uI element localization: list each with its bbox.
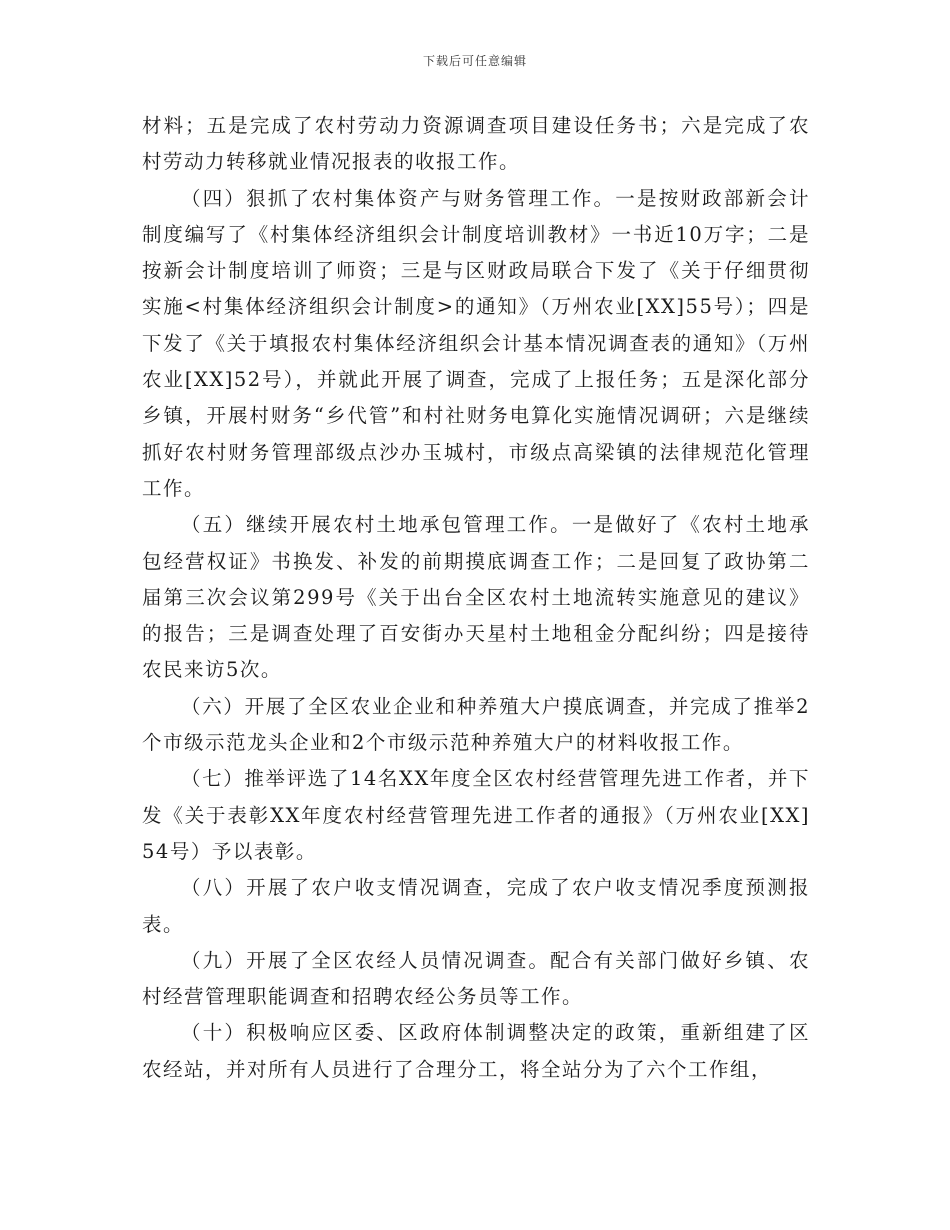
paragraph-section-7: （七）推举评选了14名XX年度全区农村经营管理先进工作者，并下发《关于表彰XX年度农村经营管理先进工作者的通报》（万州农业[XX]54号）予以表彰。 <box>142 767 810 863</box>
paragraph-section-4: （四）狠抓了农村集体资产与财务管理工作。一是按财政部新会计制度编写了《村集体经济组织会计制度培训教材》一书近10万字；二是按新会计制度培训了师资；三是与区财政局联合下发了《关于仔细贯彻实施<村集体经济组织会计制度>的通知》（万州农业[XX]55号）；四是下发了《关于填报农村集体经济组织会计基本情况调查表的通知》（万州农业[XX]52号），并就此开展了调查，完成了上报任务；五是深化部分乡镇，开展村财务“乡代管”和村社财务电算化实施情况调研；六是继续抓好农村财务管理部级点沙办玉城村，市级点高梁镇的法律规范化管理工作。 <box>142 186 810 500</box>
paragraph-section-10: （十）积极响应区委、区政府体制调整决定的政策，重新组建了区农经站，并对所有人员进行了合理分工，将全站分为了六个工作组， <box>142 1021 810 1081</box>
paragraph-section-8: （八）开展了农户收支情况调查，完成了农户收支情况季度预测报表。 <box>142 876 810 936</box>
paragraph-section-9: （九）开展了全区农经人员情况调查。配合有关部门做好乡镇、农村经营管理职能调查和招聘农经公务员等工作。 <box>142 948 810 1009</box>
page-header: 下载后可任意编辑 <box>422 54 527 68</box>
paragraph-section-5: （五）继续开展农村土地承包管理工作。一是做好了《农村土地承包经营权证》书换发、补发的前期摸底调查工作；二是回复了政协第二届第三次会议第299号《关于出台全区农村土地流转实施意见的建议》的报告；三是调查处理了百安街办天星村土地租金分配纠纷；四是接待农民来访5次。 <box>142 513 810 682</box>
document-body <box>142 108 810 1088</box>
paragraph-continuation: 材料；五是完成了农村劳动力资源调查项目建设任务书；六是完成了农村劳动力转移就业情况报表的收报工作。 <box>142 114 810 174</box>
paragraph-section-6: （六）开展了全区农业企业和种养殖大户摸底调查，并完成了推举2个市级示范龙头企业和2个市级示范种养殖大户的材料收报工作。 <box>142 694 810 755</box>
